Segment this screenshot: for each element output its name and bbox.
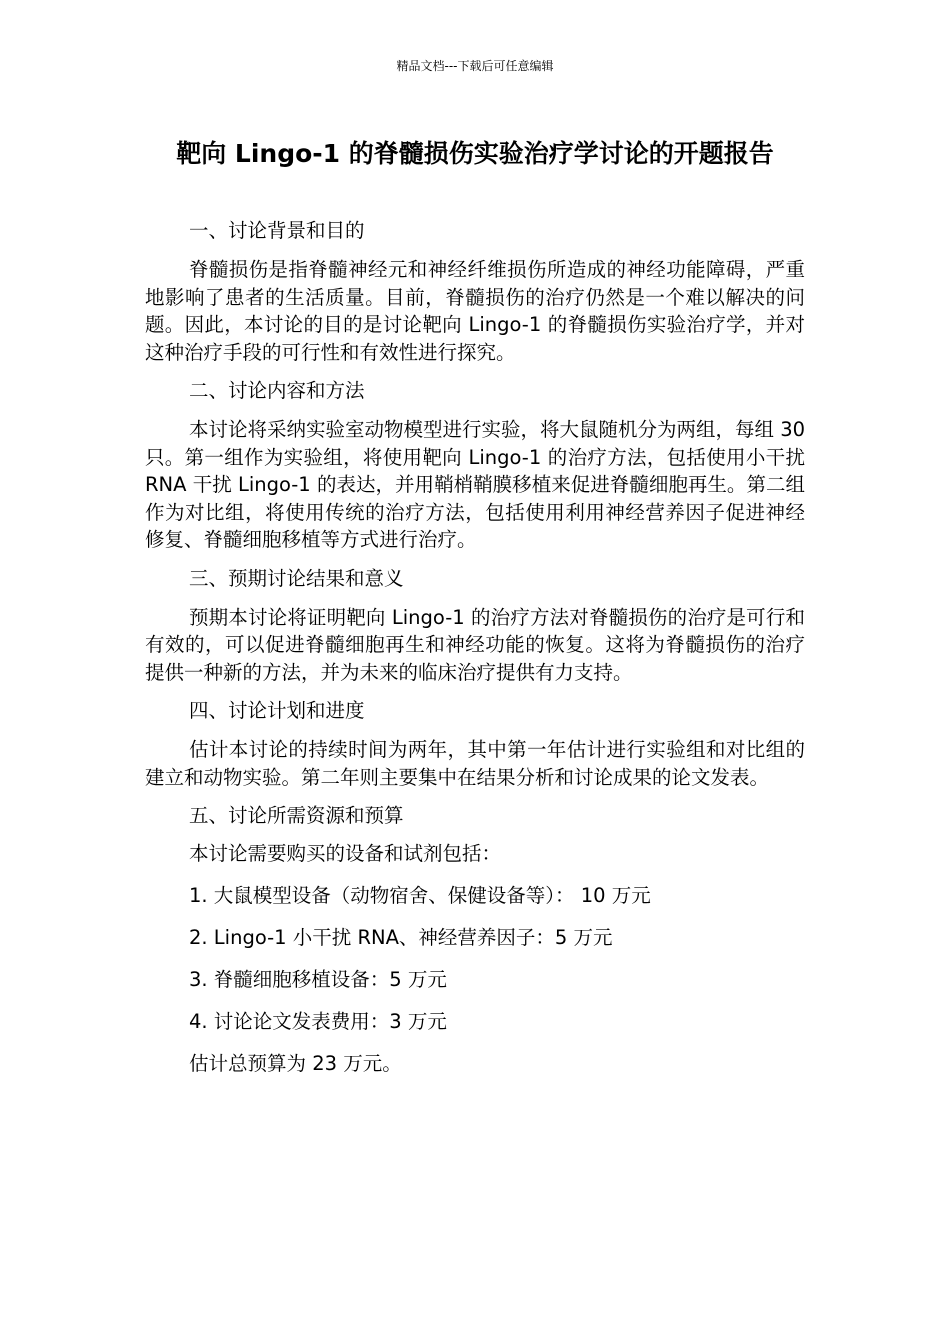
section-heading-background: 一、讨论背景和目的: [189, 219, 365, 242]
section-heading-methods: 二、讨论内容和方法: [189, 379, 365, 402]
section-heading-budget: 五、讨论所需资源和预算: [189, 804, 404, 827]
document-title: 靶向 Lingo-1 的脊髓损伤实验治疗学讨论的开题报告: [176, 139, 774, 168]
budget-total: 估计总预算为 23 万元。: [189, 1052, 402, 1075]
budget-intro: 本讨论需要购买的设备和试剂包括：: [189, 842, 502, 865]
budget-item: 4. 讨论论文发表费用：3 万元: [189, 1010, 447, 1033]
budget-item: 2. Lingo-1 小干扰 RNA、神经营养因子：5 万元: [189, 926, 613, 949]
section-heading-expected-results: 三、预期讨论结果和意义: [189, 566, 404, 590]
header-note: 精品文档---下载后可任意编辑: [396, 59, 554, 73]
section-paragraph-background: 脊髓损伤是指脊髓神经元和神经纤维损伤所造成的神经功能障碍，严重地影响了患者的生活质量。目前，脊髓损伤的治疗仍然是一个难以解决的问题。因此，本讨论的目的是讨论靶向 Lingo-1 的脊髓损伤实验治疗学，并对这种治疗手段的可行性和有效性进行探究。: [145, 258, 805, 364]
section-paragraph-methods: 本讨论将采纳实验室动物模型进行实验，将大鼠随机分为两组，每组 30 只。第一组作为实验组，将使用靶向 Lingo-1 的治疗方法，包括使用小干扰 RNA 干扰 Lingo-1 的表达，并用鞘梢鞘膜移植来促进脊髓细胞再生。第二组作为对比组，将使用传统的治疗方法，包括使用利用神经营养因子促进神经修复、脊髓细胞移植等方式进行治疗。: [145, 418, 806, 551]
budget-item: 1. 大鼠模型设备（动物宿舍、保健设备等）： 10 万元: [189, 884, 651, 907]
section-paragraph-schedule: 估计本讨论的持续时间为两年，其中第一年估计进行实验组和对比组的建立和动物实验。第二年则主要集中在结果分析和讨论成果的论文发表。: [145, 738, 805, 789]
document-body: [145, 214, 805, 1085]
section-paragraph-expected-results: 预期本讨论将证明靶向 Lingo-1 的治疗方法对脊髓损伤的治疗是可行和有效的，可以促进脊髓细胞再生和神经功能的恢复。这将为脊髓损伤的治疗提供一种新的方法，并为未来的临床治疗提供有力支持。: [145, 605, 805, 684]
budget-item: 3. 脊髓细胞移植设备：5 万元: [189, 968, 447, 991]
section-heading-schedule: 四、讨论计划和进度: [189, 699, 365, 722]
